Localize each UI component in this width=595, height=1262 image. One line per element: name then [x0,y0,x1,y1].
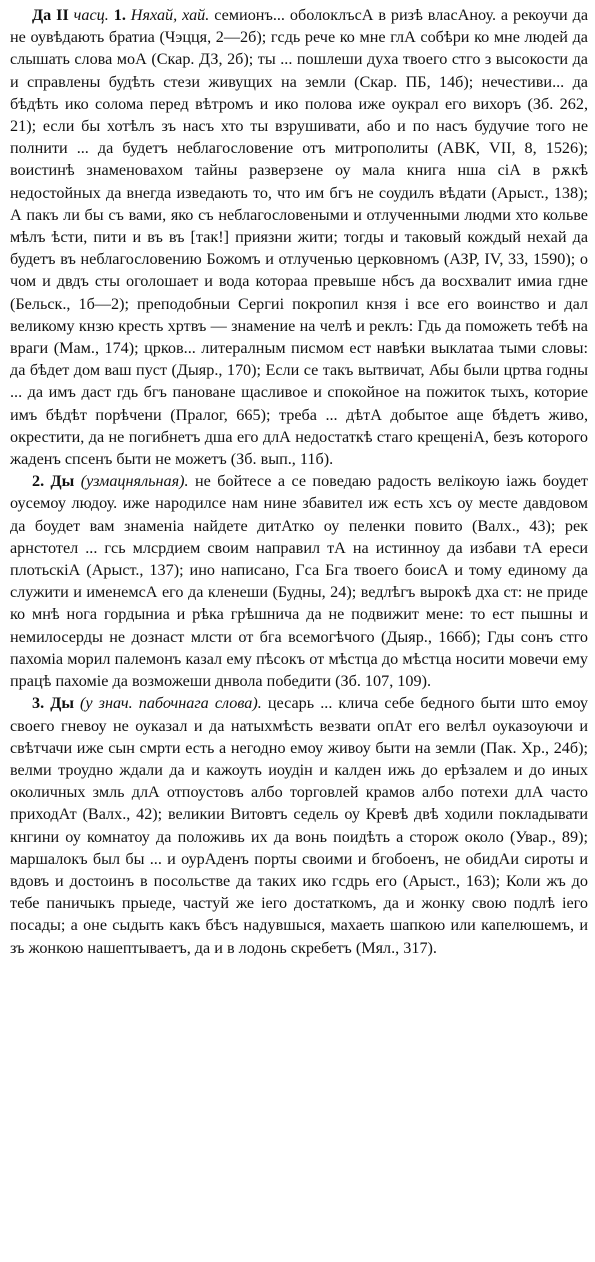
headword: Да II [32,6,69,24]
sense-citations: не бойтесе а се поведаю радость велiкоую iажь боудет оусемоу людоу. иже народилсе нам нине збавител иж есть хсъ оу месте давдовом да боудет вам знаменiа найдете дитАтко оу пеленки повито (Валх., 43); рек арнстотел ... гсь млсрдием своим направил тА на истинноу да избави тА ереси плотьскiА (Арыст., 137); ино написано, Гса Бга твоего боисА и тому единому да служити и именемсА его да кленеши (Будны, 24); ведлѣгъ вырокѣ дха ст: не приде ко мнѣ нога гордыниа и рѣка грѣшнича да не подвижит мене: то ест пышны и немилосерды не дознаст млсти от бга всемогѣчого (Дыяр., 166б); Гды сонъ стго пахомiа морил палемонъ казал ему пѣсокъ от мѣстца до мѣстца носити мовечи ему працѣ пахомiе да возможеши днвола победити (Зб. 107, 109). [10,472,589,691]
sense-definition: (у знач. пабочнага слова). [73,694,262,713]
sense-number: 2. Ды [32,472,75,491]
dictionary-page [10,4,588,959]
entry-da-sense-1 [10,4,588,470]
entry-da-sense-2 [10,470,588,692]
sense-definition: Няхай, хай. [125,6,210,24]
part-of-speech: часц. [68,6,109,24]
sense-citations: цесарь ... клича себе бедного быти што емоу своего гневоу не оуказал и да натыхмѣсть везвати опАт его велѣл оуказоуючи и свѣтчачи иже сын смрти есть а негодно емоу живоу быти на земли (Пак. Хр., 24б); велми троудно ждали да и кажоуть иоудiн и калден ижь до ерѣзалем и до иных околичных змль длА отпоустовъ албо торговлей крамов албо потехи длА часто приходАт (Валх., 42); великии Витовтъ седель оу Кревѣ двѣ ходили покладывати кнгини оу комнатоу да положивь их да вонь поидѣть а сторож около (Увар., 89); маршалокъ был бы ... и оурАденъ порты своими и бгобоенъ, не обидАи сироты и вдовъ и достоинъ в посольстве да таких ико гсдрь его (Арыст., 163); Коли жъ до тебе паничыкъ прыеде, частуй же iего достаткомъ, да и жонку свою подлѣ iего посады; а оне сыдыть какъ бѣсъ надувшыся, махаеть шапкою или капелюшемъ, и зъ жонкою нашептываетъ, да и в лодонь скребетъ (Мял., 317). [10,694,588,957]
sense-number: 1. [108,6,126,24]
entry-da-sense-3 [10,692,588,958]
sense-citations: семионъ... оболоклъсА в ризѣ власАноу. а рекоучи да не оувѣдають братиа (Чэцця, 2—2б); гсдь рече ко мне глА собѣри ко мне людей да слышать слова моА (Скар. ДЗ, 2б); ты ... пошлеши духа твоего стго з высокости да и справлены будѣть стези живущих на земли (Скар. ПБ, 14б); нечестиви... да бѣдѣть ико солома перед вѣтромъ и ико полова иже оукрал его вихоръ (Зб. 262, 21); если бы хотѣлъ зъ насъ хто ты взрушивати, або и по насъ будучие того не полнити ... да будетъ неблагословение отъ митрополиты (АВК, VII, 8, 1526); воистинѣ знаменовахом тайны разверзене оу мала книга нша сiА в рѫкѣ недостойных да внегда изведають то, что им бгъ не соудилъ вѣдати (Арыст., 138); А пакъ ли бы съ вами, яко съ неблагословеными и отлученными людми хто кольве мѣлъ ѣсти, пити и въ въ [так!] приязни жити; тогды и таковый кождый нехай да будетъ въ неблагословению Божомъ и отлученью церковномъ (АЗР, IV, 33, 1590); о чом и двдъ сты оголошает и вода котораа превыше нбсъ да восхвалит имиа гдне (Бельск., 1б—2); преподобныи Сергиi покропил кнзя i все его воинство и дал великому кнзю кресть хртвъ — знамение на челѣ и реклъ: Гдь да поможеть тебѣ на враги (Мам., 174); црков... литералным писмом ест навѣки выклатаа тыми словы: да бѣдет дом ваш пуст (Дыяр., 170); Если се такъ вытвичат, Абы были цртва годны ... да имъ даст гдь бгъ пановане щасливое и спокойное на пожиток тыхъ, которие имъ бѣдѣт порѣчени (Пралог, 665); треба ... дѣтА добытое аще бѣдетъ живо, окрестити, да не погибнетъ дша его длА недостаткѣ стаго крещенiА, безъ которого жаденъ спсенъ быти не можетъ (Зб. вып., 11б). [10,6,589,469]
sense-definition: (узмацняльная). [74,472,189,491]
sense-number: 3. Ды [32,694,74,713]
